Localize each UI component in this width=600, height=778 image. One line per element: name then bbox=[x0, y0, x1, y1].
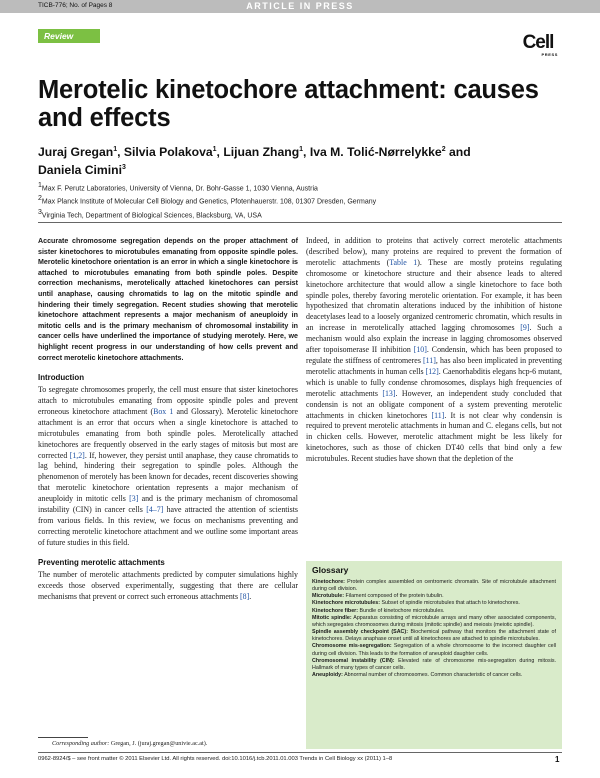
article-title: Merotelic kinetochore attachment: causes and effects bbox=[38, 76, 539, 132]
glossary-entry bbox=[312, 600, 556, 607]
corresponding-author-note bbox=[52, 740, 207, 747]
glossary-term: Kinetochore: bbox=[312, 579, 345, 585]
glossary-definition: Protein complex assembled on centromeric chromatin. Site of microtubule attachment during cell division. bbox=[312, 579, 556, 593]
abstract: Accurate chromosome segregation depends on the proper attachment of sister kinetochores to microtubules emanating from opposite spindle poles. Merotelic kinetochore orientation is an error in which a single kinetochore is attached to microtubules emanating from both spindle poles. Despite correction mechanisms, merotelically attached kinetochores can persist until anaphase, causing chromatids to lag on the mitotic spindle and hindering their timely segregation. Recent studies showing that merotelic kinetochore attachment represents a major mechanism of aneuploidy in mitotic cells and is the primary mechanism of chromosomal instability in cancer cells have underlined the importance of studying merotely. Here, we highlight recent progress in our understanding of how cells prevent and correct merotelic kinetochore attachments. bbox=[38, 237, 298, 362]
affiliation bbox=[38, 181, 558, 194]
glossary-term: Kinetochore microtubules: bbox=[312, 600, 380, 607]
top-banner bbox=[0, 0, 600, 13]
glossary-definition: Bundle of kinetochore microtubules. bbox=[358, 607, 445, 614]
header-divider bbox=[38, 222, 562, 223]
glossary-entry bbox=[312, 658, 556, 672]
corresponding-author-label: Corresponding author: bbox=[52, 740, 110, 747]
author-and: and bbox=[448, 145, 471, 160]
author-name: Iva M. Tolić-Nørrelykke bbox=[309, 145, 442, 160]
affiliation-text: Max F. Perutz Laboratories, University of Vienna, Dr. Bohr-Gasse 1, 1030 Vienna, Austria bbox=[41, 185, 318, 193]
affiliation bbox=[38, 208, 558, 221]
journal-reference: TICB-776; No. of Pages 8 bbox=[38, 2, 113, 9]
glossary-definition: Filament composed of the protein tubulin. bbox=[344, 593, 444, 600]
glossary-term: Spindle assembly checkpoint (SAC): bbox=[312, 629, 408, 636]
affiliation-number: 3 bbox=[38, 208, 42, 216]
glossary-definition: Biochemical pathway that monitors the attachment state of kinetochores. Delays anaphase onset until all kinetochores are attached to spindle microtubules. bbox=[312, 629, 556, 643]
glossary-entry bbox=[312, 615, 556, 629]
footnote-divider bbox=[38, 737, 88, 738]
glossary-entry bbox=[312, 629, 556, 643]
affiliation-text: Virginia Tech, Department of Biological Sciences, Blacksburg, VA, USA bbox=[41, 211, 262, 219]
glossary-definition: Elevated rate of chromosome mis-segregation during mitosis. Hallmark of many types of cancer cells. bbox=[312, 657, 556, 671]
glossary-entry bbox=[312, 608, 556, 615]
section-tag: Review bbox=[38, 29, 100, 43]
left-column bbox=[38, 236, 298, 602]
author-name: Silvia Polakova bbox=[123, 145, 213, 160]
section-heading-introduction: Introduction bbox=[38, 373, 85, 383]
author-affiliation-mark: 2 bbox=[441, 146, 446, 153]
article-in-press-banner: ARTICLE IN PRESS bbox=[246, 1, 354, 11]
author-affiliation-mark: 1 bbox=[212, 146, 217, 153]
right-column bbox=[306, 236, 562, 465]
author-affiliation-mark: 1 bbox=[113, 146, 118, 153]
logo-subtext: PRESS bbox=[541, 52, 558, 57]
introduction-text: To segregate chromosomes properly, the cell must ensure that sister kinetochores attach to microtubules emanating from opposite spindle poles and prevent erroneous kinetochore attachment (Box 1 and Glossary). Merotelic kinetochore attachment is an error that occurs when a single kinetochore is attached to microtubules emanating from both spindle poles. Merotelically attached kinetochores are frequently observed in the early stages of mitosis but most are corrected [1,2]. If, however, they persist until anaphase, they cause chromatids to lag behind, hindering their segregation to spindle poles. Although the phenomenon of merotely has been known for decades, recent discoveries showing that merotelic kinetochore orientation represents a major mechanism of aneuploidy in mitotic cells [3] and is the primary mechanism of chromosomal instability (CIN) in cancer cells [4–7] have attracted the attention of scientists from various fields. In this review, we focus on mechanisms preventing and correcting merotelic kinetochore attachment and we outline some important areas of future studies in this field. bbox=[38, 385, 298, 547]
glossary-term: Mitotic spindle: bbox=[312, 614, 352, 621]
glossary-entry bbox=[312, 593, 556, 600]
glossary-term: Chromosome mis-segregation: bbox=[312, 643, 392, 650]
section-heading-preventing: Preventing merotelic attachments bbox=[38, 557, 165, 567]
author-list: Juraj Gregan$^1$, Silvia Polakova$^1$, Lijuan Zhang$^1$, Iva M. Tolić-Nørrelykke$^2$ and Daniela Cimini$^3$ bbox=[38, 145, 471, 178]
glossary-entry bbox=[312, 672, 556, 679]
glossary-definition: Abnormal number of chromosomes. Common characteristic of cancer cells. bbox=[342, 672, 523, 679]
affiliation-text: Max Planck Institute of Molecular Cell Biology and Genetics, Pfotenhauerstr. 108, 01307 Dresden, Germany bbox=[41, 198, 377, 206]
author-name: Daniela Cimini bbox=[38, 163, 122, 178]
author-name: Lijuan Zhang bbox=[223, 145, 300, 160]
footer-divider bbox=[38, 752, 562, 753]
glossary-entry bbox=[312, 579, 556, 593]
glossary-term: Microtubule: bbox=[312, 593, 345, 600]
glossary-title: Glossary bbox=[312, 565, 349, 575]
affiliation-list bbox=[38, 181, 558, 221]
affiliation bbox=[38, 194, 558, 207]
preventing-text: The number of merotelic attachments predicted by computer simulations highly exceeds those observed experimentally, suggesting that there are cellular mechanisms that prevent or correct such erroneous attachments [8]. bbox=[38, 569, 298, 601]
glossary-entry bbox=[312, 643, 556, 657]
author-name: Juraj Gregan bbox=[38, 145, 114, 160]
footer-citation: 0962-8924/$ – see front matter © 2011 Elsevier Ltd. All rights reserved. doi:10.1016/j.tcb.2011.01.003 Trends in Cell Biology xx (2011) 1–8 bbox=[38, 756, 393, 762]
logo-text: Cell bbox=[522, 32, 554, 53]
glossary-box bbox=[306, 561, 562, 749]
right-column-text: Indeed, in addition to proteins that actively correct merotelic attachments (described below), many proteins are required to prevent the formation of merotelic attachments (Table 1). These are mostly proteins regulating chromosome or kinetochore structure and their absence leads to altered kinetochore architecture that would allow a single kinetochore to face both spindle poles, thereby favoring merotelic orientation. For example, it has been hypothesized that chromatin alterations induced by the inhibition of histone deacetylases lead to a loosely organized centromeric chromatin, which results in an increase in merotelically attached lagging chromosomes [9]. Such a mechanism would also explain the increase in lagging chromosomes observed after topoisomerase II inhibition [10]. Condensin, which has been proposed to regulate the stiffness of centromeres [11], has also been implicated in preventing merotelic attachments in human cells [12]. Caenorhabditis elegans hcp-6 mutant, which is unable to fully condense chromosomes, displays high frequencies of merotelic attachments [13]. However, an independent study concluded that condensin is not an obligate component of a system preventing merotelic attachments in chicken kinetochores [11]. It is not clear why condensin is required to prevent merotelic attachments in human and C. elegans cells, but not in chicken cells. However, merotelic attachment might be less likely for kinetochores, such as those of chicken DT40 cells that bind only a few microtubules. Recent studies have shown that the depletion of the bbox=[306, 236, 563, 464]
page-number: 1 bbox=[555, 755, 560, 764]
glossary-term: Kinetochore fiber: bbox=[312, 607, 359, 614]
affiliation-number: 1 bbox=[38, 182, 42, 189]
author-affiliation-mark: 3 bbox=[121, 164, 126, 172]
glossary-definition: Apparatus consisting of microtubule arrays and many other associated components, which segregates chromosomes during mitosis (mitotic spindle) and meiosis (meiotic spindle). bbox=[312, 614, 557, 628]
glossary-definition: Subset of spindle microtubules that attach to kinetochores. bbox=[380, 600, 520, 607]
glossary-term: Aneuploidy: bbox=[312, 672, 343, 679]
cell-press-logo bbox=[514, 31, 562, 57]
glossary-definition: Segregation of a whole chromosome to the incorrect daughter cell during cell division. This leads to the formation of aneuploid daughter cells. bbox=[312, 643, 556, 657]
corresponding-author-text: Gregan, J. (juraj.gregan@univie.ac.at). bbox=[109, 740, 208, 747]
author-affiliation-mark: 1 bbox=[299, 146, 304, 153]
affiliation-number: 2 bbox=[38, 195, 42, 203]
glossary-term: Chromosomal instability (CIN): bbox=[312, 657, 395, 664]
